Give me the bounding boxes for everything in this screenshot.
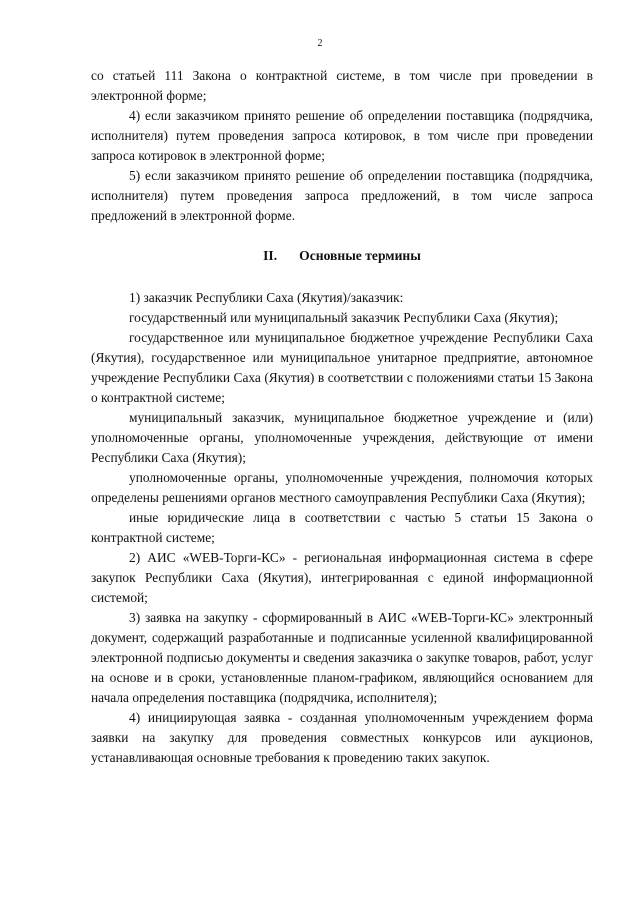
paragraph: со статьей 111 Закона о контрактной системе, в том числе при проведении в электронной форме; — [91, 68, 593, 103]
paragraph: 4) если заказчиком принято решение об определении поставщика (подрядчика, исполнителя) путем проведения запроса котировок, в том числе при проведении запроса котировок в электронной форме; — [91, 108, 593, 163]
paragraph: муниципальный заказчик, муниципальное бюджетное учреждение и (или) уполномоченные органы, уполномоченные учреждения, действующие от имени Республики Саха (Якутия); — [91, 410, 593, 465]
page-number: 2 — [317, 38, 323, 49]
paragraph: государственное или муниципальное бюджетное учреждение Республики Саха (Якутия), государственное или муниципальное унитарное предприятие, автономное учреждение Республики Саха (Якутия) в соответствии с положениями статьи 15 Закона о контрактной системе; — [91, 330, 593, 405]
paragraph: 5) если заказчиком принято решение об определении поставщика (подрядчика, исполнителя) путем проведения запроса предложений, в том числе запроса предложений в электронной форме. — [91, 168, 593, 223]
section-number: II. — [263, 248, 278, 263]
paragraph: иные юридические лица в соответствии с частью 5 статьи 15 Закона о контрактной системе; — [91, 510, 593, 545]
paragraph: государственный или муниципальный заказчик Республики Саха (Якутия); — [129, 310, 559, 325]
intro-paragraphs — [91, 66, 593, 226]
section-title: Основные термины — [299, 248, 421, 263]
paragraph: 3) заявка на закупку - сформированный в АИС «WEB-Торги-КС» электронный документ, содержащий разработанные и подписанные усиленной квалифицированной электронной подписью документы и сведения заказчика о закупке товаров, работ, услуг на основе и в сроки, установленные планом-графиком, являющийся основанием для начала определения поставщика (подрядчика, исполнителя); — [91, 610, 593, 705]
section-heading — [91, 246, 593, 266]
paragraph: уполномоченные органы, уполномоченные учреждения, полномочия которых определены решениями органов местного самоуправления Республики Саха (Якутия); — [91, 470, 593, 505]
terms-paragraphs — [91, 288, 593, 768]
document-body — [91, 66, 593, 768]
paragraph: 2) АИС «WEB-Торги-КС» - региональная информационная система в сфере закупок Республики Саха (Якутия), интегрированная с единой информационной системой; — [91, 550, 593, 605]
paragraph: 4) инициирующая заявка - созданная уполномоченным учреждением форма заявки на закупку для проведения совместных конкурсов или аукционов, устанавливающая основные требования к проведению таких закупок. — [91, 710, 593, 765]
paragraph: 1) заказчик Республики Саха (Якутия)/заказчик: — [129, 290, 404, 305]
